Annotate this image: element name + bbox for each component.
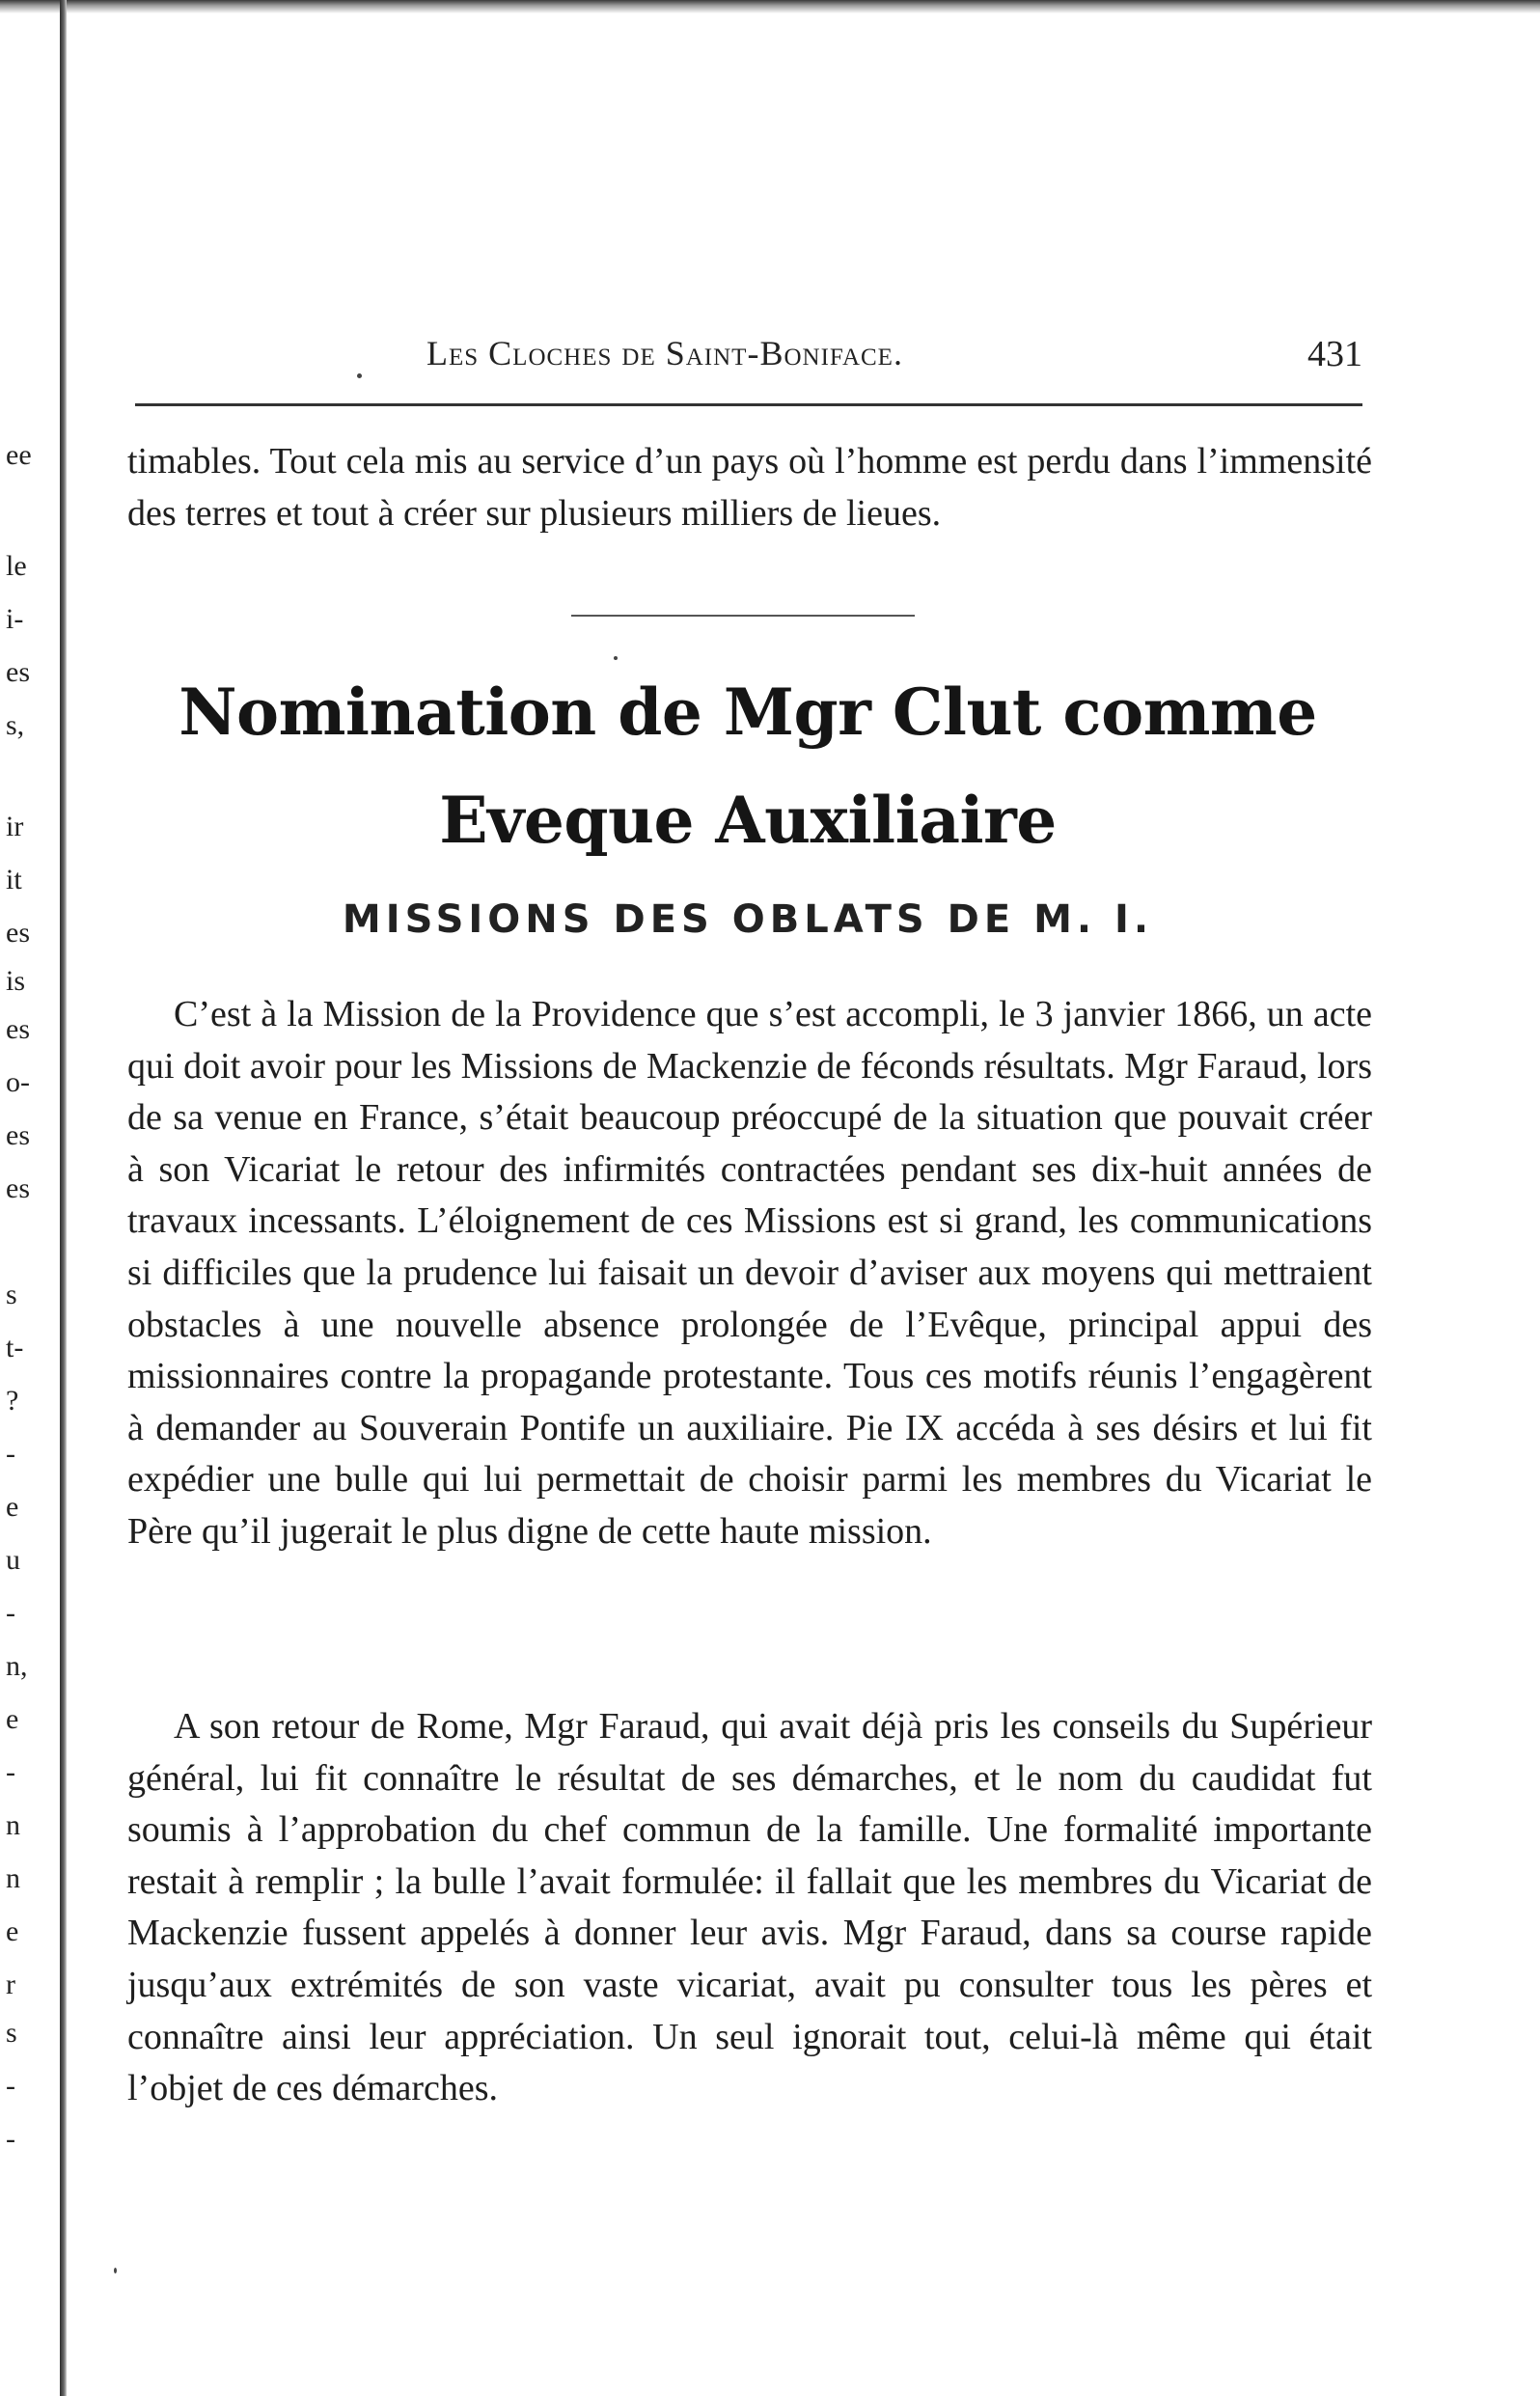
margin-fragment: r — [6, 1969, 15, 2000]
margin-fragment: s, — [6, 709, 25, 741]
margin-fragment: es — [6, 917, 30, 949]
margin-fragment: es — [6, 1172, 30, 1204]
margin-fragment: is — [6, 965, 26, 997]
margin-fragment: n — [6, 1809, 20, 1841]
margin-fragment: e — [6, 1491, 19, 1523]
header-rule — [135, 403, 1362, 406]
margin-fragment: i- — [6, 603, 24, 635]
margin-fragment: s — [6, 1279, 17, 1310]
title-line-1: Nomination de Mgr Clut comme — [179, 675, 1317, 750]
print-speck — [357, 373, 362, 378]
margin-fragment: n — [6, 1862, 20, 1894]
margin-fragment: es — [6, 1119, 30, 1151]
margin-fragment: ? — [6, 1385, 19, 1417]
margin-fragment: o- — [6, 1066, 30, 1098]
margin-fragment: e — [6, 1915, 19, 1947]
print-speck — [114, 2268, 117, 2273]
margin-fragment: u — [6, 1544, 20, 1576]
margin-fragment: ee — [6, 439, 32, 471]
facing-page-margin — [0, 0, 58, 2396]
body-paragraph-2: A son retour de Rome, Mgr Faraud, qui avait déjà pris les conseils du Supérieur général, lui fit connaître le résultat de ses démarches, et le nom du caudidat fut soumis à l’approbation du chef commun de la famille. Une formalité importante restait à remplir ; la bulle l’avait formulée: il fallait que les membres du Vicariat de Mackenzie fussent appelés à donner leur avis. Mgr Faraud, dans sa course rapide jusqu’aux extrémités de son vaste vicariat, avait pu consulter tous les pères et connaître ainsi leur appréciation. Un seul ignorait tout, celui-là même qui était l’objet de ces démarches. — [127, 1706, 1372, 2109]
margin-fragment: ir — [6, 811, 24, 842]
print-speck — [614, 656, 618, 660]
article-subtitle: MISSIONS DES OBLATS DE M. I. — [342, 897, 1154, 942]
margin-fragment: le — [6, 550, 27, 582]
page-top-edge — [0, 0, 1540, 14]
margin-fragment: e — [6, 1703, 19, 1735]
page-fold-shadow — [60, 0, 67, 2396]
margin-fragment: es — [6, 1013, 30, 1045]
margin-fragment: - — [6, 1597, 15, 1629]
margin-fragment: - — [6, 2070, 15, 2102]
margin-fragment: n, — [6, 1650, 28, 1682]
margin-fragment: - — [6, 1438, 15, 1470]
margin-fragment: t- — [6, 1332, 24, 1363]
page-number: 431 — [1307, 334, 1362, 374]
body-paragraph-1: C’est à la Mission de la Providence que s’est accompli, le 3 janvier 1866, un acte qui doit avoir pour les Missions de Mackenzie de féconds résultats. Mgr Faraud, lors de sa venue en France, s’était beaucoup préoccupé de la situation que pouvait créer à son Vicariat le retour des infirmités contractées pendant ses dix-huit années de travaux incessants. L’éloignement de ces Missions est si grand, les communications si difficiles que la prudence lui faisait un devoir d’aviser aux moyens qui mettraient obstacles à une nouvelle absence prolongée de l’Evêque, principal appui des missionnaires contre la propagande protestante. Tous ces motifs réunis l’engagèrent à demander au Souverain Pontife un auxiliaire. Pie IX accéda à ses désirs et lui fit expédier une bulle qui lui permettait de choisir parmi les membres du Vicariat le Père qu’il jugerait le plus digne de cette haute mission. — [127, 994, 1372, 1552]
margin-fragment: es — [6, 656, 30, 688]
continuation-paragraph: timables. Tout cela mis au service d’un pays où l’homme est perdu dans l’immensité des terres et tout à créer sur plusieurs milliers de lieues. — [127, 441, 1372, 534]
page-header — [135, 333, 1362, 381]
running-title: Les Cloches de Saint-Boniface. — [426, 334, 903, 372]
section-divider — [571, 615, 915, 617]
margin-fragment: it — [6, 864, 22, 895]
margin-fragment: - — [6, 1756, 15, 1788]
title-line-2: Eveque Auxiliaire — [439, 783, 1057, 858]
article-title — [106, 658, 1389, 874]
margin-fragment: - — [6, 2123, 15, 2155]
margin-fragment: s — [6, 2017, 17, 2049]
